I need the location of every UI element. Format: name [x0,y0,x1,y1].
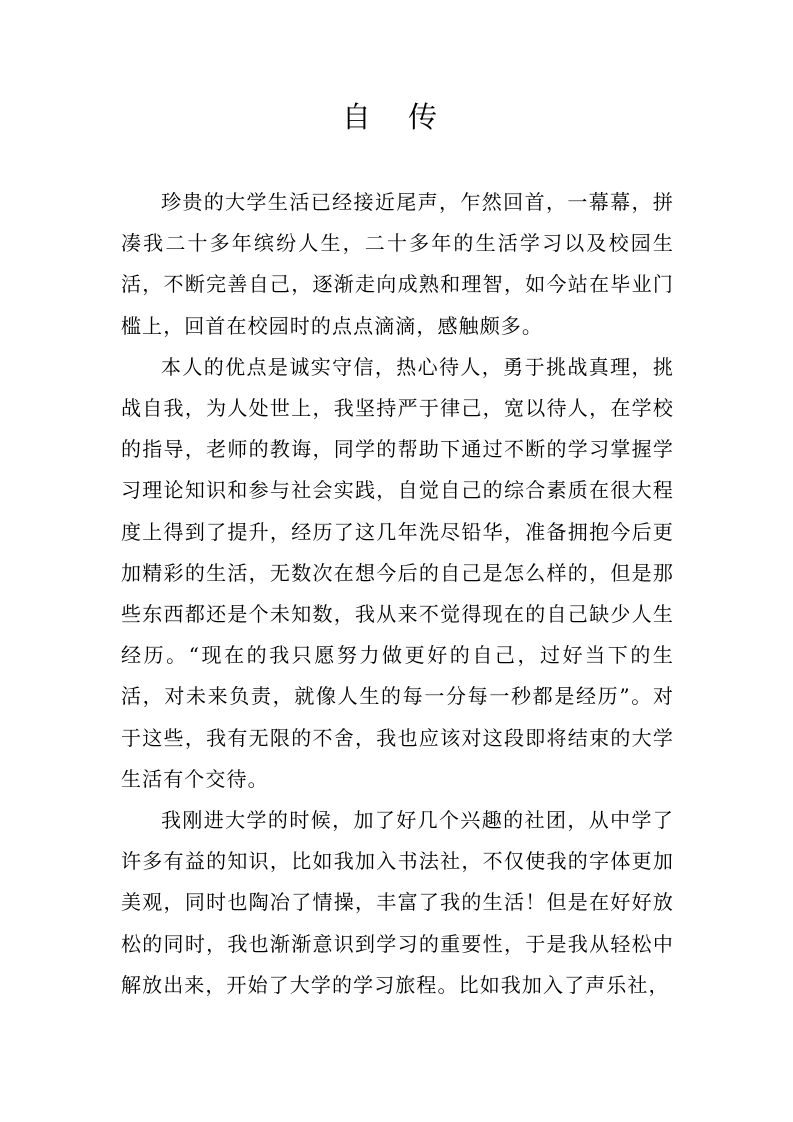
paragraph-3: 我刚进大学的时候，加了好几个兴趣的社团，从中学了许多有益的知识，比如我加入书法社，不仅使我的字体更加美观，同时也陶冶了情操，丰富了我的生活！但是在好好放松的同时，我也渐渐意识到学习的重要性，于是我从轻松中解放出来，开始了大学的学习旅程。比如我加入了声乐社， [121,808,674,997]
paragraph-2: 本人的优点是诚实守信，热心待人，勇于挑战真理，挑战自我，为人处世上，我坚持严于律己，宽以待人，在学校的指导，老师的教诲，同学的帮助下通过不断的学习掌握学习理论知识和参与社会实践，自觉自己的综合素质在很大程度上得到了提升，经历了这几年洗尽铅华，准备拥抱今后更加精彩的生活，无数次在想今后的自己是怎么样的，但是那些东西都还是个未知数，我从来不觉得现在的自己缺少人生经历。“现在的我只愿努力做更好的自己，过好当下的生活，对未来负责，就像人生的每一分每一秒都是经历”。对于这些，我有无限的不舍，我也应该对这段即将结束的大学生活有个交待。 [121,354,674,791]
document-body [121,182,674,1006]
document-title: 自 传 [341,100,452,134]
paragraph-1: 珍贵的大学生活已经接近尾声，乍然回首，一幕幕，拼凑我二十多年缤纷人生，二十多年的生活学习以及校园生活，不断完善自己，逐渐走向成熟和理智，如今站在毕业门槛上，回首在校园时的点点滴滴，感触颇多。 [121,190,674,338]
